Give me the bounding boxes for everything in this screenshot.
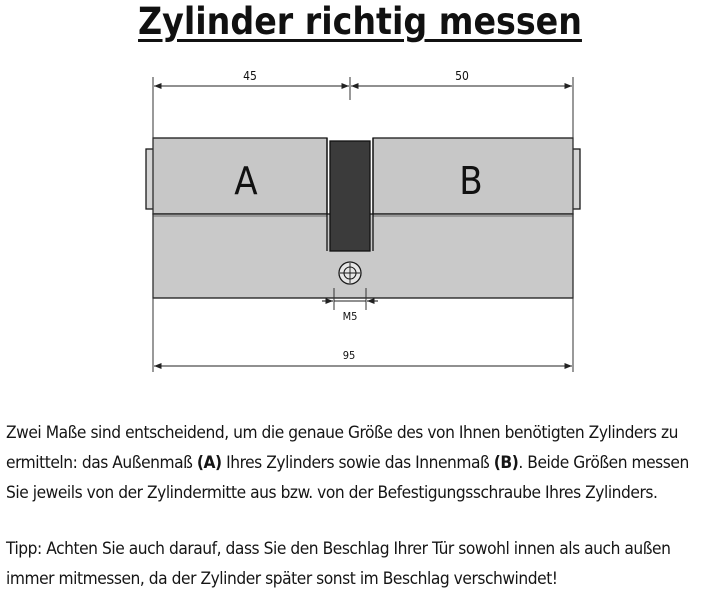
cylinder-body <box>146 138 580 298</box>
paragraph-line <box>6 448 718 478</box>
bold-marker-b: (B) <box>493 453 519 473</box>
instruction-paragraph <box>6 418 718 508</box>
dim-total-label: 95 <box>342 349 356 362</box>
dim-right-label: 50 <box>455 69 469 83</box>
label-b: B <box>459 159 483 203</box>
tip-paragraph <box>6 534 718 594</box>
text-segment: Ihres Zylinders sowie das Innenmaß <box>221 453 494 473</box>
dim-screw-label: M5 <box>342 310 358 323</box>
paragraph-line: Tipp: Achten Sie auch darauf, dass Sie den Beschlag Ihrer Tür sowohl innen als auch außen <box>6 539 671 559</box>
bold-marker-a: (A) <box>196 453 222 473</box>
paragraph-line: Sie jeweils von der Zylindermitte aus bzw. von der Befestigungsschraube Ihres Zylinders. <box>6 483 658 503</box>
text-segment: . Beide Größen messen <box>518 453 689 473</box>
cylinder-diagram <box>0 60 720 390</box>
paragraph-line: immer mitmessen, da der Zylinder später sonst im Beschlag verschwindet! <box>6 569 558 589</box>
dim-left-label: 45 <box>243 69 257 83</box>
text-segment: ermitteln: das Außenmaß <box>6 453 197 473</box>
label-a: A <box>234 159 258 203</box>
paragraph-line: Zwei Maße sind entscheidend, um die genaue Größe des von Ihnen benötigten Zylinders zu <box>6 423 678 443</box>
page-title: Zylinder richtig messen <box>138 0 582 43</box>
